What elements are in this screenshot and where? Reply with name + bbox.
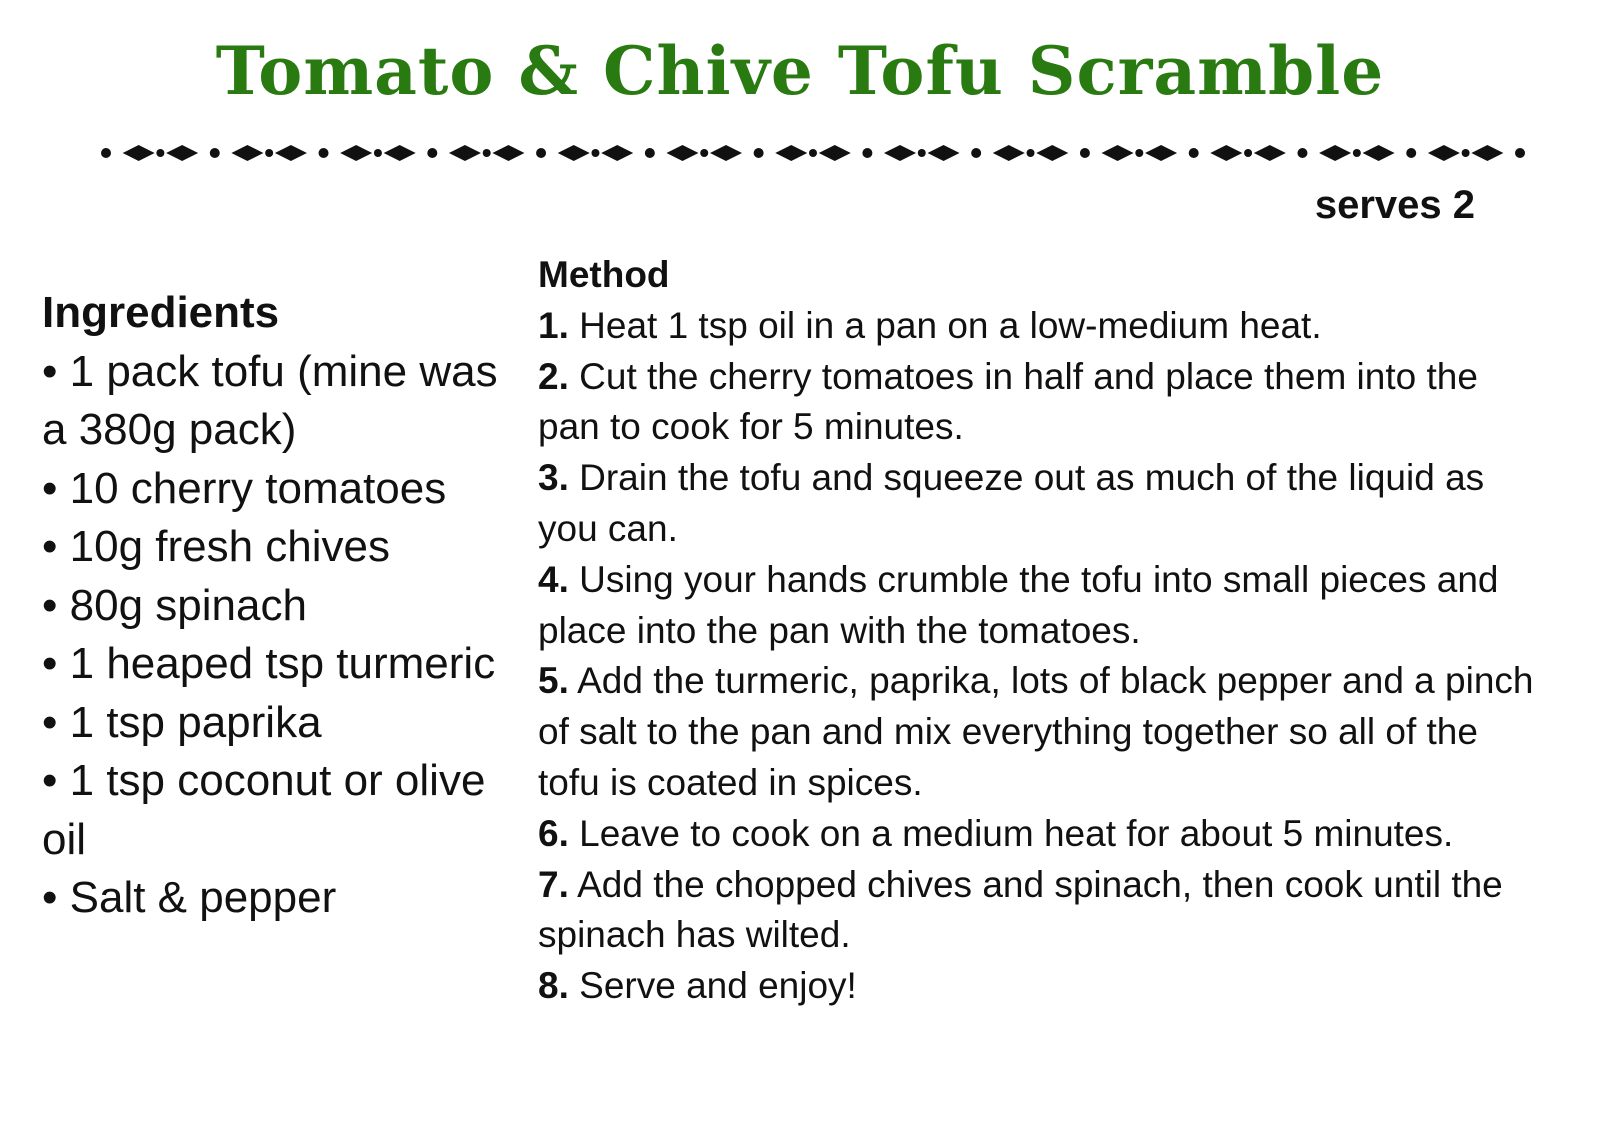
method-step bbox=[538, 301, 1538, 352]
step-number: 5. bbox=[538, 660, 569, 702]
divider-dot bbox=[1189, 148, 1199, 158]
divider-dot bbox=[536, 148, 546, 158]
divider-dot bbox=[809, 149, 817, 157]
divider-diamond bbox=[601, 145, 633, 161]
divider-dot bbox=[1515, 148, 1525, 158]
step-text: Serve and enjoy! bbox=[579, 965, 857, 1007]
divider-diamond bbox=[1145, 145, 1177, 161]
ingredient-item: • Salt & pepper bbox=[42, 873, 337, 922]
step-number: 8. bbox=[538, 965, 569, 1007]
divider-dot bbox=[1297, 148, 1307, 158]
ingredient-item: • 1 tsp paprika bbox=[42, 697, 322, 747]
divider-diamond bbox=[819, 145, 851, 161]
divider-dot bbox=[862, 148, 872, 158]
method-step bbox=[538, 961, 1538, 1012]
divider-diamond bbox=[492, 145, 524, 161]
divider-diamond bbox=[928, 145, 960, 161]
divider-diamond bbox=[384, 145, 416, 161]
divider-diamond bbox=[775, 145, 807, 161]
divider-diamond bbox=[1319, 145, 1351, 161]
divider-dot bbox=[1027, 149, 1035, 157]
ingredient-item: • 1 heaped tsp turmeric bbox=[42, 639, 496, 688]
ingredient-item: • 1 tsp coconut or olive oil bbox=[42, 756, 486, 864]
divider-dot bbox=[1080, 148, 1090, 158]
method-step bbox=[538, 809, 1538, 860]
method-step bbox=[538, 656, 1538, 808]
step-text: Add the turmeric, paprika, lots of black pepper and a pinch of salt to the pan and mix everything together so all of the tofu is coated in spices. bbox=[538, 660, 1534, 803]
step-number: 1. bbox=[538, 304, 569, 346]
divider-dot bbox=[1135, 149, 1143, 157]
divider-dot bbox=[210, 148, 220, 158]
divider-dot bbox=[918, 149, 926, 157]
method-step bbox=[538, 352, 1538, 454]
divider-dot bbox=[101, 148, 111, 158]
divider-diamond bbox=[558, 145, 590, 161]
divider-dot bbox=[374, 149, 382, 157]
step-text: Cut the cherry tomatoes in half and place them into the pan to cook for 5 minutes. bbox=[538, 355, 1478, 448]
method-step bbox=[538, 860, 1538, 962]
divider-diamond bbox=[710, 145, 742, 161]
divider-diamond bbox=[449, 145, 481, 161]
divider-diamond bbox=[123, 145, 155, 161]
step-number: 3. bbox=[538, 457, 569, 499]
divider-diamond bbox=[340, 145, 372, 161]
divider-diamond bbox=[666, 145, 698, 161]
ingredients-heading: Ingredients bbox=[42, 288, 280, 337]
divider-diamond bbox=[1210, 145, 1242, 161]
divider-dot bbox=[645, 148, 655, 158]
divider-diamond bbox=[231, 145, 263, 161]
divider-dot bbox=[483, 149, 491, 157]
divider-dot bbox=[319, 148, 329, 158]
divider-dot bbox=[156, 149, 164, 157]
divider-diamond bbox=[166, 145, 198, 161]
divider-diamond bbox=[993, 145, 1025, 161]
ingredient-item: • 10g fresh chives bbox=[42, 522, 391, 571]
divider-dot bbox=[754, 148, 764, 158]
divider-dot bbox=[591, 149, 599, 157]
divider-diamond bbox=[275, 145, 307, 161]
divider-dot bbox=[971, 148, 981, 158]
divider-diamond bbox=[1102, 145, 1134, 161]
ingredient-item: • 1 pack tofu (mine was a 380g pack) bbox=[42, 346, 498, 454]
method-heading: Method bbox=[538, 254, 670, 295]
ingredients-section bbox=[42, 284, 512, 928]
step-number: 2. bbox=[538, 355, 569, 397]
ingredients-list bbox=[42, 343, 512, 928]
ingredient-item: • 80g spinach bbox=[42, 580, 307, 630]
step-text: Drain the tofu and squeeze out as much of the liquid as you can. bbox=[538, 457, 1485, 549]
divider-diamond bbox=[1428, 145, 1460, 161]
decorative-divider bbox=[98, 138, 1528, 168]
divider-diamond bbox=[1471, 145, 1503, 161]
divider-dot bbox=[427, 148, 437, 158]
divider-dot bbox=[1406, 148, 1416, 158]
step-text: Heat 1 tsp oil in a pan on a low-medium heat. bbox=[579, 304, 1322, 346]
method-section bbox=[538, 250, 1538, 1012]
divider-diamond bbox=[884, 145, 916, 161]
recipe-title: Tomato & Chive Tofu Scramble bbox=[215, 32, 1385, 110]
method-steps bbox=[538, 301, 1538, 1012]
divider-dot bbox=[1353, 149, 1361, 157]
step-number: 7. bbox=[538, 863, 569, 905]
ingredient-item: • 10 cherry tomatoes bbox=[42, 463, 447, 513]
step-text: Leave to cook on a medium heat for about 5 minutes. bbox=[579, 812, 1454, 854]
step-number: 4. bbox=[538, 558, 569, 600]
divider-diamond bbox=[1036, 145, 1068, 161]
divider-diamond bbox=[1254, 145, 1286, 161]
step-number: 6. bbox=[538, 812, 569, 854]
divider-dot bbox=[1462, 149, 1470, 157]
serves-label: serves 2 bbox=[1314, 183, 1475, 227]
divider-dot bbox=[1244, 149, 1252, 157]
divider-dot bbox=[700, 149, 708, 157]
divider-diamond bbox=[1363, 145, 1395, 161]
method-step bbox=[538, 555, 1538, 657]
step-text: Using your hands crumble the tofu into small pieces and place into the pan with the tomatoes. bbox=[538, 558, 1499, 651]
divider-dot bbox=[265, 149, 273, 157]
step-text: Add the chopped chives and spinach, then cook until the spinach has wilted. bbox=[538, 863, 1503, 956]
method-step bbox=[538, 453, 1538, 555]
